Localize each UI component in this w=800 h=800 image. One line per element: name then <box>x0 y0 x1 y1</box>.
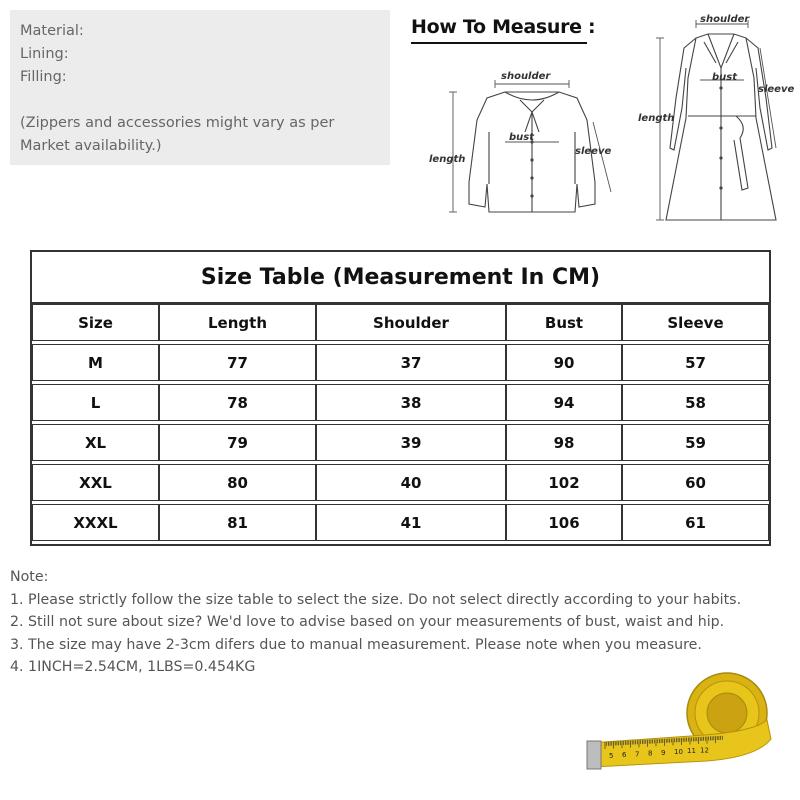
tape-number: 8 <box>648 749 653 758</box>
cell-shoulder: 41 <box>316 504 506 541</box>
table-row <box>32 504 769 545</box>
tape-number: 12 <box>700 746 709 755</box>
header-size: Size <box>32 304 159 341</box>
shirt-sleeve-label: sleeve <box>575 146 612 157</box>
shirt-bust-label: bust <box>509 132 535 143</box>
tape-number: 5 <box>609 752 614 760</box>
lining-label: Lining: <box>20 46 69 62</box>
cell-length: 77 <box>159 344 316 381</box>
measuring-tape-icon <box>585 665 780 775</box>
coat-bust-label: bust <box>712 72 738 83</box>
coat-length-label: length <box>638 113 675 124</box>
cell-shoulder: 38 <box>316 384 506 421</box>
tape-number: 6 <box>622 751 627 760</box>
cell-bust: 94 <box>506 384 622 421</box>
cell-size: L <box>32 384 159 421</box>
note-item-3: 3. The size may have 2-3cm difers due to manual measurement. Please note when you measure. <box>10 636 702 653</box>
table-row <box>32 344 769 385</box>
coat-sleeve-label: sleeve <box>758 84 795 95</box>
cell-sleeve: 57 <box>622 344 769 381</box>
cell-bust: 98 <box>506 424 622 461</box>
shirt-shoulder-label: shoulder <box>501 71 551 82</box>
cell-sleeve: 59 <box>622 424 769 461</box>
cell-bust: 90 <box>506 344 622 381</box>
cell-length: 81 <box>159 504 316 541</box>
cell-sleeve: 60 <box>622 464 769 501</box>
cell-length: 80 <box>159 464 316 501</box>
note-item-4: 4. 1INCH=2.54CM, 1LBS=0.454KG <box>10 659 256 675</box>
header-sleeve: Sleeve <box>622 304 769 341</box>
cell-sleeve: 61 <box>622 504 769 541</box>
shirt-length-label: length <box>429 154 466 165</box>
table-row <box>32 464 769 505</box>
cell-length: 78 <box>159 384 316 421</box>
cell-bust: 106 <box>506 504 622 541</box>
tape-number: 7 <box>635 750 640 759</box>
product-info-box <box>10 10 390 165</box>
tape-number: 10 <box>674 748 683 756</box>
cell-sleeve: 58 <box>622 384 769 421</box>
cell-length: 79 <box>159 424 316 461</box>
notes-section <box>10 566 741 679</box>
cell-size: XXL <box>32 464 159 501</box>
cell-shoulder: 40 <box>316 464 506 501</box>
tape-number: 11 <box>687 747 696 756</box>
shirt-diagram <box>425 62 625 222</box>
table-header-row <box>32 304 769 345</box>
note-item-1: 1. Please strictly follow the size table to select the size. Do not select directly according to your habits. <box>10 591 742 608</box>
disclaimer-line-2: Market availability.) <box>20 138 162 154</box>
disclaimer-line-1: (Zippers and accessories might vary as per <box>20 115 335 131</box>
note-item-2: 2. Still not sure about size? We'd love to advise based on your measurements of bust, waist and hip. <box>10 614 725 630</box>
cell-shoulder: 39 <box>316 424 506 461</box>
tape-number: 9 <box>661 748 666 757</box>
table-row <box>32 384 769 425</box>
material-label: Material: <box>20 23 84 39</box>
notes-heading: Note: <box>10 569 49 585</box>
header-length: Length <box>159 304 316 341</box>
cell-size: M <box>32 344 159 381</box>
table-row <box>32 424 769 465</box>
size-table <box>30 250 771 546</box>
filling-label: Filling: <box>20 69 67 85</box>
size-table-title: Size Table (Measurement In CM) <box>32 252 769 304</box>
coat-shoulder-label: shoulder <box>700 14 750 25</box>
header-bust: Bust <box>506 304 622 341</box>
coat-diagram <box>636 8 796 233</box>
title-underline <box>411 42 587 44</box>
cell-size: XL <box>32 424 159 461</box>
cell-bust: 102 <box>506 464 622 501</box>
how-to-measure-title: How To Measure : <box>411 16 596 38</box>
header-shoulder: Shoulder <box>316 304 506 341</box>
cell-size: XXXL <box>32 504 159 541</box>
cell-shoulder: 37 <box>316 344 506 381</box>
